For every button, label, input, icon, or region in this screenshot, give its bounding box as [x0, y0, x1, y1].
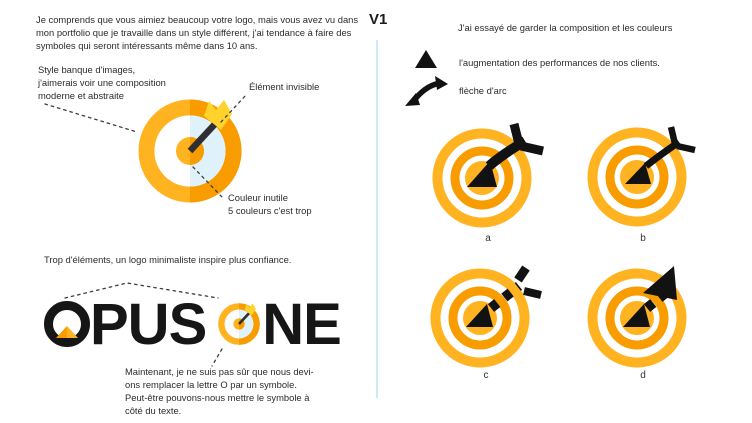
note-line: Maintenant, je ne suis pas sûr que nous devi-: [125, 366, 314, 377]
annotation-line: 5 couleurs c'est trop: [228, 205, 312, 216]
target-variant-d: [584, 260, 702, 372]
variant-label-b: b: [640, 233, 646, 244]
annotation-stock-style: [38, 63, 166, 102]
triangle-icon: [414, 49, 438, 69]
target-variant-c: [427, 260, 545, 372]
annotation-useless-color: [228, 191, 312, 217]
annotation-line: j'aimerais voir une composition: [38, 77, 166, 88]
note-line: ons remplacer la lettre O par un symbole.: [125, 379, 297, 390]
note-kept-composition: J'ai essayé de garder la composition et les couleurs: [458, 22, 673, 33]
logo-text-ne: NE: [262, 292, 341, 357]
connector-style-to-logo: [45, 104, 137, 132]
annotation-invisible-element: Élément invisible: [249, 81, 320, 92]
target-logo-large: [138, 99, 242, 203]
bullseye-arrow-icon: [222, 303, 257, 341]
note-minimalist: Trop d'éléments, un logo minimaliste inspire plus confiance.: [44, 254, 292, 265]
note-line: Peut-être pouvons-nous mettre le symbole à: [125, 392, 310, 403]
intro-line: mon portfolio que je travaille dans un style différent, j'ai tendance à faire des: [36, 27, 352, 38]
target-variant-a: [429, 120, 547, 232]
vertical-divider: [376, 40, 378, 398]
bullseye-arrow-icon: [147, 100, 234, 195]
annotation-line: moderne et abstraite: [38, 90, 124, 101]
intro-line: Je comprends que vous aimiez beaucoup votre logo, mais vous avez vu dans: [36, 14, 359, 25]
intro-paragraph: [36, 13, 358, 52]
bow-arrow-icon: [404, 75, 450, 109]
connector-bottom-note: [212, 349, 222, 366]
target-variant-b: [584, 119, 702, 231]
variant-label-d: d: [640, 370, 646, 381]
legend-triangle-label: l'augmentation des performances de nos clients.: [459, 57, 660, 68]
variant-label-c: c: [483, 370, 489, 381]
logo-text-pus: PUS: [90, 292, 207, 357]
legend-arrow-label: flèche d'arc: [459, 85, 507, 96]
annotation-line: Couleur inutile: [228, 192, 288, 203]
intro-line: symboles qui seront intéressants même dans 10 ans.: [36, 40, 258, 51]
target-logo-small: [218, 303, 260, 345]
opus-one-logotype: [44, 292, 341, 357]
note-line: côté du texte.: [125, 405, 182, 416]
letter-o-mountain-icon: [44, 301, 90, 347]
variant-label-a: a: [485, 233, 491, 244]
mountain-icon: [56, 326, 78, 338]
annotation-line: Style banque d'images,: [38, 64, 136, 75]
version-label: V1: [369, 11, 388, 28]
note-replace-letter: [125, 365, 314, 417]
